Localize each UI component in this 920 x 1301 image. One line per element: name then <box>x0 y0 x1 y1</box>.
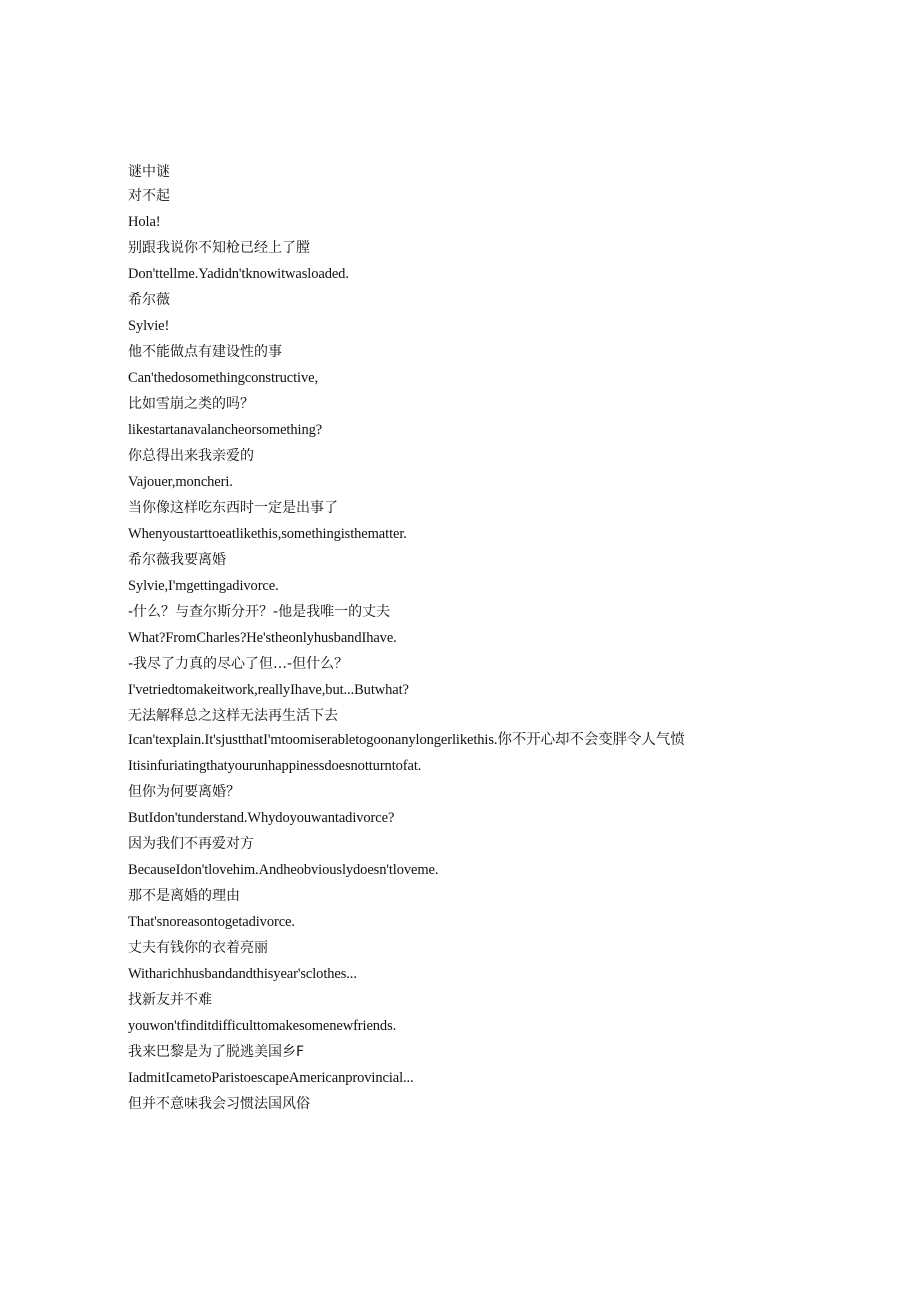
subtitle-line: 无法解释总之这样无法再生活下去 <box>128 708 338 724</box>
subtitle-line: 我来巴黎是为了脱逃美国乡F <box>128 1044 305 1060</box>
subtitle-line: 因为我们不再爱对方 <box>128 836 254 852</box>
subtitle-line: 对不起 <box>128 188 170 204</box>
subtitle-line: 谜中谜 <box>128 164 170 180</box>
subtitle-line: 那不是离婚的理由 <box>128 888 240 904</box>
subtitle-line: 比如雪崩之类的吗？ <box>128 396 254 412</box>
subtitle-line: What?FromCharles?He'stheonlyhusbandIhave. <box>128 630 397 646</box>
subtitle-line: Don'ttellme.Yadidn'tknowitwasloaded. <box>128 266 349 282</box>
subtitle-line: 希尔薇 <box>128 292 170 308</box>
subtitle-line: 希尔薇我要离婚 <box>128 552 226 568</box>
subtitle-line: IadmitIcametoParistoescapeAmericanprovincial... <box>128 1070 414 1086</box>
subtitle-lines <box>128 160 748 1116</box>
subtitle-line: Vajouer,moncheri. <box>128 474 233 490</box>
subtitle-line: BecauseIdon'tlovehim.Andheobviouslydoesn'tloveme. <box>128 862 439 878</box>
subtitle-line: 但并不意味我会习惯法国风俗 <box>128 1096 310 1112</box>
subtitle-line: Ican'texplain.It'sjustthatI'mtoomiserabletogoonanylongerlikethis.你不开心却不会变胖令人气愤 <box>128 732 685 748</box>
subtitle-line: Whenyoustarttoeatlikethis,somethingisthematter. <box>128 526 407 542</box>
subtitle-line: 但你为何要离婚？ <box>128 784 240 800</box>
subtitle-line: That'snoreasontogetadivorce. <box>128 914 295 930</box>
subtitle-line: Sylvie,I'mgettingadivorce. <box>128 578 279 594</box>
subtitle-line: I'vetriedtomakeitwork,reallyIhave,but...Butwhat? <box>128 682 409 698</box>
subtitle-line: Witharichhusbandandthisyear'sclothes... <box>128 966 357 982</box>
subtitle-line: 你总得出来我亲爱的 <box>128 448 254 464</box>
subtitle-line: likestartanavalancheorsomething? <box>128 422 323 438</box>
subtitle-line: 他不能做点有建设性的事 <box>128 344 282 360</box>
subtitle-line: 丈夫有钱你的衣着亮丽 <box>128 940 268 956</box>
subtitle-line: -我尽了力真的尽心了但…-但什么？ <box>128 656 349 672</box>
subtitle-line: Can'thedosomethingconstructive, <box>128 370 318 386</box>
subtitle-line: -什么？与查尔斯分开？-他是我唯一的丈夫 <box>128 604 391 620</box>
subtitle-line: Itisinfuriatingthatyourunhappinessdoesnotturntofat. <box>128 758 422 774</box>
subtitle-line: youwon'tfinditdifficulttomakesomenewfriends. <box>128 1018 397 1034</box>
subtitle-line: 别跟我说你不知枪已经上了膛 <box>128 240 310 256</box>
subtitle-line: ButIdon'tunderstand.Whydoyouwantadivorce? <box>128 810 395 826</box>
subtitle-line: Hola! <box>128 214 161 230</box>
subtitle-line: 找新友并不难 <box>128 992 212 1008</box>
subtitle-line: 当你像这样吃东西时一定是出事了 <box>128 500 338 516</box>
subtitle-line: Sylvie! <box>128 318 170 334</box>
